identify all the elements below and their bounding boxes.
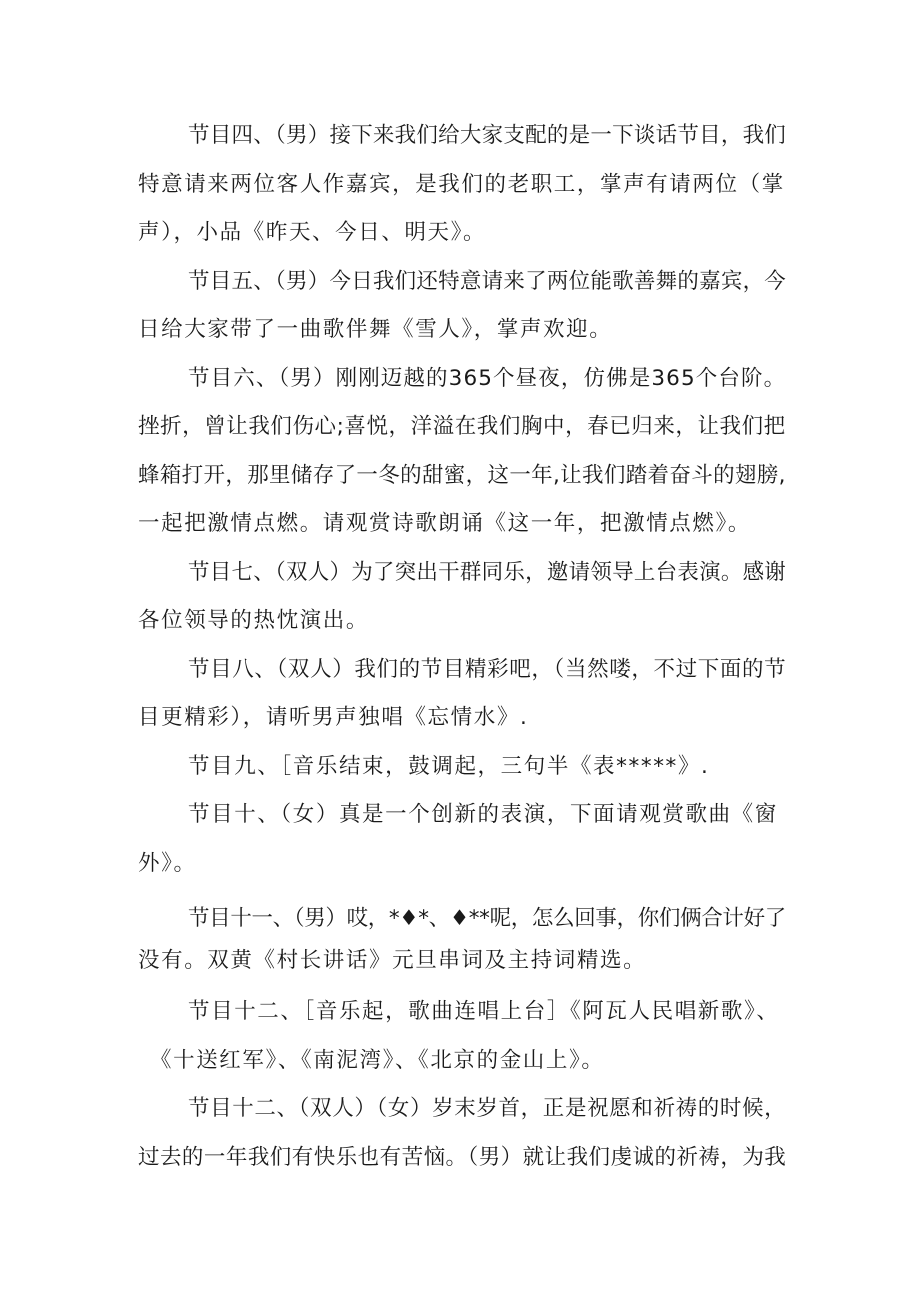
paragraph-program-12b xyxy=(138,1085,786,1182)
text-line: 节目八、（双人）我们的节目精彩吧，（当然喽，不过下面的节 xyxy=(188,656,787,682)
text-line: 《十送红军》、《南泥湾》、《北京的金山上》。 xyxy=(150,1047,605,1073)
paragraph-program-5 xyxy=(138,258,786,355)
paragraph-program-4 xyxy=(138,112,786,258)
paragraph-program-6 xyxy=(138,355,786,549)
text-line: 节目十、（女）真是一个创新的表演，下面请观赏歌曲《窗 xyxy=(188,802,778,827)
text-line: 节目十二、［音乐起，歌曲连唱上台］《阿瓦人民唱新歌》、 xyxy=(188,999,780,1024)
text-line: 声），小品《昨天、今日、明天》。 xyxy=(138,220,487,245)
text-line: 一起把激情点燃。请观赏诗歌朗诵《这一年，把激情点燃》。 xyxy=(138,511,751,536)
text-line: 蜂箱打开，那里储存了一冬的甜蜜，这一年,让我们踏着奋斗的翅膀, xyxy=(138,462,786,488)
text-line: 节目五、（男）今日我们还特意请来了两位能歌善舞的嘉宾，今 xyxy=(188,268,787,294)
paragraph-program-12a xyxy=(138,988,786,1085)
text-line: 日给大家带了一曲歌伴舞《雪人》，掌声欢迎。 xyxy=(138,317,613,342)
paragraph-program-11 xyxy=(138,898,786,982)
paragraph-program-7 xyxy=(138,549,786,646)
text-line: 节目九、［音乐结束，鼓调起，三句半《表*****》. xyxy=(188,753,710,779)
paragraph-program-8 xyxy=(138,646,786,743)
text-line: 目更精彩），请听男声独唱《忘情水》. xyxy=(138,705,529,730)
text-line: 没有。双黄《村长讲话》元旦串词及主持词精选。 xyxy=(138,948,647,973)
text-line: 特意请来两位客人作嘉宾，是我们的老职工，掌声有请两位（掌 xyxy=(138,171,785,197)
text-line: 外》。 xyxy=(138,850,197,876)
text-line: 节目十二、（双人）（女）岁末岁首，正是祝愿和祈祷的时候， xyxy=(188,1096,787,1121)
text-line: 节目十一、（男）哎，*♦*、♦**呢，怎么回事，你们俩合计好了 xyxy=(188,906,786,931)
text-line: 节目四、（男）接下来我们给大家支配的是一下谈话节目，我们 xyxy=(188,123,787,148)
paragraph-program-10 xyxy=(138,791,786,888)
text-line: 挫折，曾让我们伤心;喜悦，洋溢在我们胸中，春已归来，让我们把 xyxy=(138,414,786,439)
paragraph-program-9 xyxy=(138,743,786,792)
document-body xyxy=(138,112,786,1182)
text-line: 节目六、（男）刚刚迈越的365个昼夜，仿佛是365个台阶。 xyxy=(188,365,787,391)
text-line: 节目七、（双人）为了突出干群同乐，邀请领导上台表演。感谢 xyxy=(188,559,787,585)
text-line: 过去的一年我们有快乐也有苦恼。（男）就让我们虔诚的祈祷，为我 xyxy=(138,1144,787,1170)
text-line: 各位领导的热忱演出。 xyxy=(138,608,370,633)
